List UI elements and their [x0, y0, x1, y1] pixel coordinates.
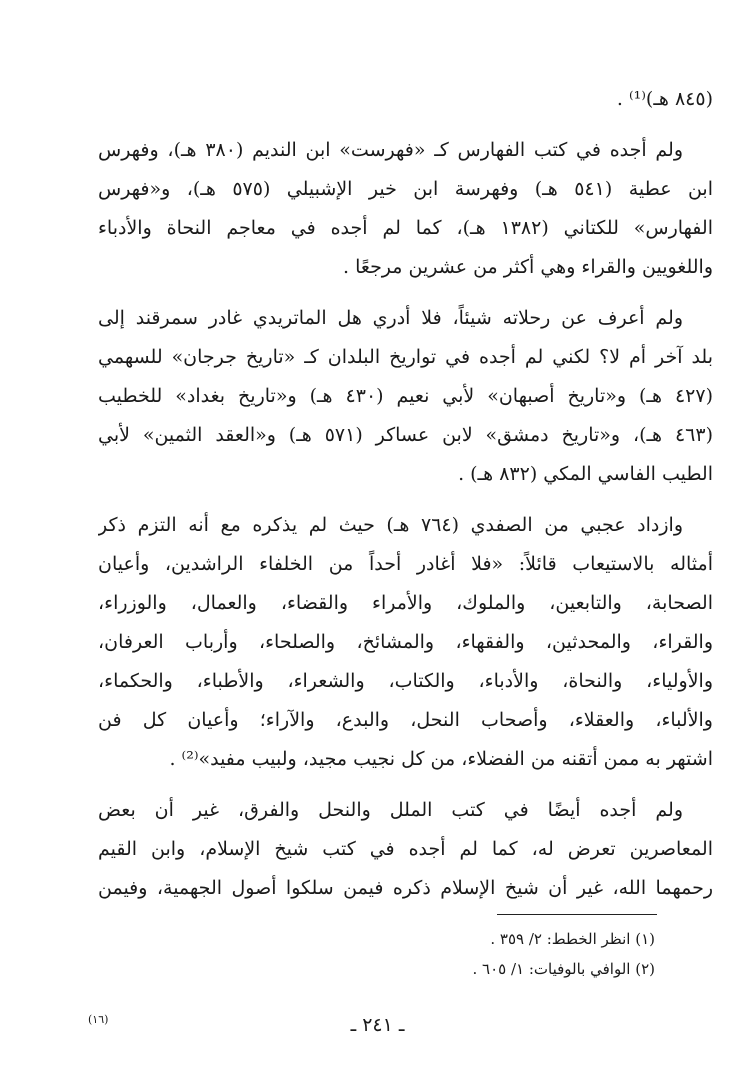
text-line: ابن عطية (٥٤١ هـ) وفهرسة ابن خير الإشبيلي (٥٧٥ هـ)، و«فهرس	[98, 178, 713, 200]
text-line: المعاصرين تعرض له، كما لم أجده في كتب شيخ الإسلام، وابن القيم	[98, 838, 713, 860]
text-line: أمثاله بالاستيعاب قائلاً: «فلا أغادر أحداً من الخلفاء الراشدين، وأعيان	[98, 553, 713, 575]
paragraph-4	[98, 791, 713, 908]
footnote-1: (١) انظر الخطط: ٢/ ٣٥٩ .	[490, 930, 655, 948]
text-line: واللغويين والقراء وهي أكثر من عشرين مرجعًا .	[343, 256, 713, 278]
text-line: الفهارس» للكتاني (١٣٨٢ هـ)، كما لم أجده في معاجم النحاة والأدباء	[98, 217, 713, 239]
text-line: وازداد عجبي من الصفدي (٧٦٤ هـ) حيث لم يذكره مع أنه التزم ذكر	[98, 514, 683, 536]
footnote-2: (٢) الوافي بالوفيات: ١/ ٦٠٥ .	[472, 960, 655, 978]
top-fragment-line: (٨٤٥ هـ)⁽¹⁾ .	[616, 88, 713, 110]
footnote-divider	[497, 914, 657, 915]
text-line: رحمهما الله، غير أن شيخ الإسلام ذكره فيمن سلكوا أصول الجهمية، وفيمن	[98, 877, 713, 899]
text-line: الطيب الفاسي المكي (٨٣٢ هـ) .	[458, 463, 713, 485]
paragraph-2	[98, 299, 713, 494]
text-line: ولم أعرف عن رحلاته شيئاً، فلا أدري هل الماتريدي غادر سمرقند إلى	[98, 307, 683, 329]
text-line: والأولياء، والنحاة، والأدباء، والكتاب، والشعراء، والأطباء، والحكماء،	[98, 670, 713, 692]
printer-signature: (١٦)	[88, 1013, 109, 1026]
text-line: والقراء، والمحدثين، والفقهاء، والمشائخ، والصلحاء، وأرباب العرفان،	[98, 631, 713, 653]
text-line: الصحابة، والتابعين، والملوك، والأمراء والقضاء، والعمال، والوزراء،	[98, 592, 713, 614]
text-line: اشتهر به ممن أتقنه من الفضلاء، من كل نجيب مجيد، ولبيب مفيد»⁽²⁾ .	[169, 748, 713, 770]
text-line: بلد آخر أم لا؟ لكني لم أجده في تواريخ البلدان كـ «تاريخ جرجان» للسهمي	[98, 346, 713, 368]
text-line: والألباء، والعقلاء، وأصحاب النحل، والبدع، والآراء؛ وأعيان كل فن	[98, 709, 713, 731]
main-text	[98, 80, 713, 908]
paragraph-3	[98, 506, 713, 779]
footnotes	[300, 924, 655, 984]
page-number: ـ ٢٤١ ـ	[350, 1014, 405, 1036]
text-line: (٤٦٣ هـ)، و«تاريخ دمشق» لابن عساكر (٥٧١ هـ) و«العقد الثمين» لأبي	[98, 424, 713, 446]
paragraph-1	[98, 131, 713, 287]
text-line: ولم أجده في كتب الفهارس كـ «فهرست» ابن النديم (٣٨٠ هـ)، وفهرس	[98, 139, 684, 161]
text-line: (٤٢٧ هـ) و«تاريخ أصبهان» لأبي نعيم (٤٣٠ هـ) و«تاريخ بغداد» للخطيب	[98, 385, 713, 407]
text-line: ولم أجده أيضًا في كتب الملل والنحل والفرق، غير أن بعض	[98, 799, 683, 821]
